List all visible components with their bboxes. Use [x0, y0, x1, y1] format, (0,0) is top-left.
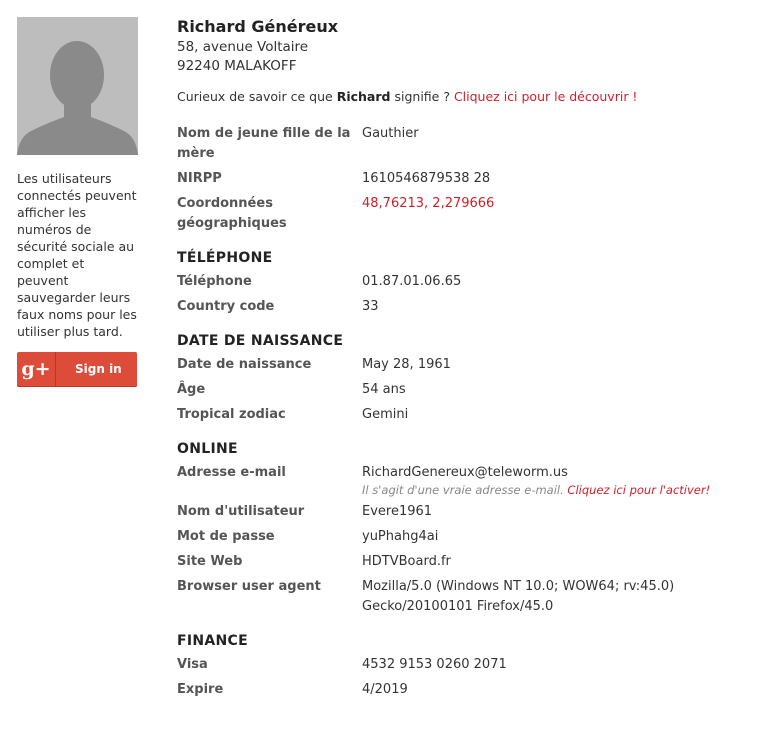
birthdate-label: Date de naissance — [177, 357, 312, 372]
finance-title: FINANCE — [177, 633, 248, 649]
expire-value: 4/2019 — [362, 682, 408, 697]
signin-label: Sign in — [75, 362, 122, 376]
telephone-title: TÉLÉPHONE — [177, 250, 273, 266]
username-label: Nom d'utilisateur — [177, 504, 305, 519]
email-note — [362, 483, 767, 497]
logged-in-note: Les utilisateurs connectés peuvent afficher les numéros de sécurité sociale au complet et peuvent sauvegarder leurs faux noms pour les utiliser plus tard. — [17, 171, 137, 339]
curious-name: Richard — [336, 89, 391, 104]
info-row — [177, 405, 767, 425]
website-value: HDTVBoard.fr — [362, 554, 451, 569]
email-value: RichardGenereux@teleworm.us — [362, 465, 568, 480]
sidebar — [17, 17, 139, 387]
general-section — [177, 124, 767, 234]
website-label: Site Web — [177, 554, 243, 569]
username-value: Evere1961 — [362, 504, 433, 519]
info-row — [177, 680, 767, 700]
curious-suffix: signifie ? — [390, 89, 454, 104]
age-label: Âge — [177, 382, 206, 397]
email-label: Adresse e-mail — [177, 465, 286, 480]
zodiac-label: Tropical zodiac — [177, 407, 286, 422]
online-title: ONLINE — [177, 441, 238, 457]
country-code-value: 33 — [362, 299, 379, 314]
zodiac-value: Gemini — [362, 407, 409, 422]
email-note-text: Il s'agit d'une vraie adresse e-mail. — [362, 483, 568, 497]
expire-label: Expire — [177, 682, 224, 697]
address-line-2: 92240 MALAKOFF — [177, 58, 297, 74]
google-plus-icon: g+ — [17, 352, 56, 387]
info-row — [177, 380, 767, 400]
phone-label: Téléphone — [177, 274, 252, 289]
geo-coordinates-label: Coordonnées géographiques — [177, 196, 287, 231]
info-row — [177, 297, 767, 317]
activate-email-link[interactable]: Cliquez ici pour l'activer! — [567, 483, 711, 497]
geo-coordinates-link[interactable]: 48,76213, 2,279666 — [362, 196, 495, 211]
birth-section — [177, 333, 767, 425]
info-row — [177, 577, 767, 617]
nirpp-label: NIRPP — [177, 171, 222, 186]
online-section — [177, 441, 767, 617]
info-row — [177, 124, 767, 164]
visa-value: 4532 9153 0260 2071 — [362, 657, 507, 672]
nirpp-value: 1610546879538 28 — [362, 171, 491, 186]
discover-name-link[interactable]: Cliquez ici pour le découvrir ! — [453, 89, 638, 104]
password-label: Mot de passe — [177, 529, 275, 544]
phone-value: 01.87.01.06.65 — [362, 274, 462, 289]
visa-label: Visa — [177, 657, 208, 672]
finance-section — [177, 633, 767, 700]
user-agent-value: Mozilla/5.0 (Windows NT 10.0; WOW64; rv:45.0) Gecko/20100101 Firefox/45.0 — [362, 579, 675, 614]
info-row — [177, 272, 767, 292]
person-name: Richard Généreux — [177, 17, 339, 36]
avatar-placeholder-icon — [17, 17, 138, 155]
address-line-1: 58, avenue Voltaire — [177, 39, 309, 55]
profile-main — [177, 16, 767, 705]
curious-prefix: Curieux de savoir ce que — [177, 89, 337, 104]
info-row — [177, 552, 767, 572]
info-row — [177, 655, 767, 675]
birth-title: DATE DE NAISSANCE — [177, 333, 344, 349]
age-value: 54 ans — [362, 382, 406, 397]
birthdate-value: May 28, 1961 — [362, 357, 451, 372]
info-row — [177, 169, 767, 189]
info-row — [177, 463, 767, 497]
country-code-label: Country code — [177, 299, 275, 314]
name-meaning-prompt — [177, 88, 767, 106]
mother-maiden-name-value: Gauthier — [362, 126, 419, 141]
info-row — [177, 502, 767, 522]
info-row — [177, 194, 767, 234]
info-row — [177, 355, 767, 375]
user-agent-label: Browser user agent — [177, 579, 321, 594]
mother-maiden-name-label: Nom de jeune fille de la mère — [177, 126, 351, 161]
password-value: yuPhahg4ai — [362, 529, 439, 544]
info-row — [177, 527, 767, 547]
google-plus-signin-button[interactable] — [17, 352, 137, 387]
telephone-section — [177, 250, 767, 317]
